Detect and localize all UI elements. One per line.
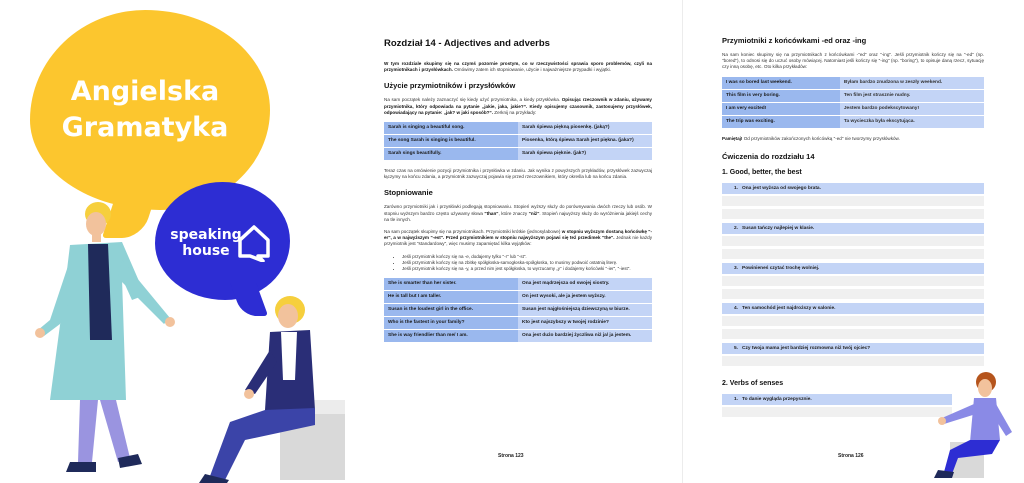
man-illustration — [30, 200, 180, 483]
table-cell-pl: On jest wysoki, ale ja jestem wyższy. — [518, 290, 652, 303]
table-row — [384, 303, 652, 316]
ed-ing-intro: Na sam koniec skupimy się na przymiotnikach z końcówkami -"ed" oraz "-ing". Jeśli przymiotnik kończy się na "-ed" (np. "bored"), to odnosi się do uczuć osoby mówiącej. Natomiast jeśli kończy się "-ing" (np. "boring"), to opisuje daną rzecz, sytuację czy inną osobę, etc. Oto kilka przykładów: — [722, 52, 984, 70]
list-item: • Jeśli przymiotnik kończy się na -e, dodajemy tylko "-r" lub "-st". — [402, 254, 652, 260]
exercise-item-number: 3. — [734, 265, 739, 271]
answer-field[interactable] — [722, 356, 984, 366]
usage-text-a: Na sam początek należy zaznaczyć się kiedy użyć przymiotnika, a kiedy przysłówka. — [384, 97, 562, 103]
table-cell-en: This film is very boring. — [722, 89, 840, 102]
chapter-intro — [384, 61, 652, 73]
chapter-title: Rozdział 14 - Adjectives and adverbs — [384, 38, 550, 49]
position-explanation: Teraz czas na omówienie pozycji przymiotnika i przysłówka w zdaniu. Jak wynika z powyższych przykładów, przysłówek zazwyczaj łączymy na końcu zdania, a przymiotnik zazwyczaj pojawia się przed rzeczownikiem, który określa lub na końcu zdania. — [384, 168, 652, 180]
list-item: • Jeśli przymiotnik kończy się na zbitkę spółgłoska-samogłoska-spółgłoska, to musimy podwoić ostatnią literę. — [402, 260, 652, 266]
table-cell-en: Sarah sings beautifully. — [384, 148, 518, 161]
table-row — [722, 115, 984, 128]
page-divider — [682, 0, 683, 483]
house-icon — [236, 222, 272, 262]
exercise-item-text: Powinieneś czytać trochę wolniej. — [742, 265, 820, 271]
table-cell-en: Susan is the loudest girl in the office. — [384, 303, 518, 316]
woman-illustration — [185, 290, 355, 483]
exercise-item — [722, 263, 984, 274]
table-row — [384, 148, 652, 161]
table-row — [384, 316, 652, 329]
remember-text: Od przymiotników zakończonych końcówką "-ed" nie tworzymy przysłówków. — [742, 135, 900, 141]
logo-line1: speaking — [170, 227, 242, 243]
chapter-intro-bold: W tym rozdziale skupimy się na czymś pozornie prostym, co w rzeczywistości sprawia sporo problemów, czyli na przymiotnikach i przysłówkach. — [384, 61, 652, 73]
exercise-item — [722, 343, 984, 354]
exercise-item-text: Susan tańczy najlepiej w klasie. — [742, 225, 815, 231]
examples-table-ed-ing — [722, 77, 984, 128]
table-cell-pl: Byłam bardzo znudzona w zeszły weekend. — [840, 77, 984, 90]
exercise-item — [722, 183, 984, 194]
page-number: Strona 123 — [498, 453, 524, 459]
table-cell-pl: Sarah śpiewa pięknie. (jak?) — [518, 148, 652, 161]
table-cell-en: Sarah is singing a beautiful song. — [384, 122, 518, 135]
comparison-p2-a: Na sam początek skupimy się na przymiotnikach. Przymiotniki krótkie (jednosylabowe) — [384, 229, 562, 235]
table-cell-pl: Ta wycieczka była ekscytująca. — [840, 115, 984, 128]
answer-field[interactable] — [722, 329, 984, 339]
table-cell-en: I was so bored last weekend. — [722, 77, 840, 90]
table-cell-pl: Ten film jest strasznie nudny. — [840, 89, 984, 102]
table-cell-pl: Susan jest najgłośniejszą dziewczyną w biurze. — [518, 303, 652, 316]
answer-field[interactable] — [722, 289, 984, 299]
usage-text-c: Zerknij na przykłady: — [493, 109, 537, 115]
exercise-2-list — [722, 394, 952, 417]
remember-note — [722, 136, 984, 142]
exercise-1-list — [722, 183, 984, 366]
exercise-item-number: 5. — [734, 345, 739, 351]
comparison-p1-niz: "niż" — [528, 210, 540, 216]
answer-field[interactable] — [722, 276, 984, 286]
brand-title-line1: Angielska — [70, 76, 220, 107]
exercise-item — [722, 394, 952, 405]
comparison-p2-c: Jednak nie każdy przymiotnik jest "standardowy", więc musimy zapamiętać kilka wyjątków: — [384, 235, 652, 247]
table-cell-en: She is way friendlier than me/ I am. — [384, 329, 518, 342]
comparison-paragraph-1 — [384, 204, 652, 223]
table-cell-pl: Sarah śpiewa piękną piosenkę. (jaką?) — [518, 122, 652, 135]
table-cell-pl: Ona jest mądrzejsza od swojej siostry. — [518, 278, 652, 291]
table-row — [384, 278, 652, 291]
exercise-item — [722, 303, 984, 314]
brand-title — [45, 74, 245, 146]
list-item: • Jeśli przymiotnik kończy się na -y, a przed nim jest spółgłoska, to wyrzucamy „y” i dodajemy końcówki "-ier", "-iest". — [402, 266, 652, 272]
exercise-item-number: 1. — [734, 185, 739, 191]
comparison-paragraph-2 — [384, 229, 652, 248]
exercise-item-text: Czy twoja mama jest bardziej rozmowna niż twój ojciec? — [742, 345, 871, 351]
remember-label: Pamiętaj! — [722, 135, 743, 141]
answer-field[interactable] — [722, 209, 984, 219]
examples-table-comparison — [384, 278, 652, 342]
table-cell-en: He is tall but I am taller. — [384, 290, 518, 303]
comparison-p1-b: , które znaczy — [498, 210, 529, 216]
section-usage-title: Użycie przymiotników i przysłówków — [384, 81, 516, 91]
table-cell-pl: Kto jest najszybszy w twojej rodzinie? — [518, 316, 652, 329]
exercise-item-text: Ten samochód jest najdroższy w salonie. — [742, 305, 836, 311]
brand-title-line2: Gramatyka — [61, 112, 229, 143]
answer-field[interactable] — [722, 407, 952, 417]
page-number: Strona 126 — [838, 453, 864, 459]
table-cell-en: The trip was exciting. — [722, 115, 840, 128]
table-cell-pl: Jestem bardzo podekscytowany! — [840, 102, 984, 115]
exceptions-list — [402, 254, 652, 272]
answer-field[interactable] — [722, 249, 984, 259]
exercise-1-title: 1. Good, better, the best — [722, 168, 802, 176]
brand-logo — [170, 227, 242, 259]
chapter-intro-rest: Omówimy zatem ich stopniowanie, użycie i najważniejsze przypadki i wyjątki. — [452, 67, 611, 73]
table-row — [722, 77, 984, 90]
exercise-item — [722, 223, 984, 234]
table-cell-en: The song Sarah is singing is beautiful. — [384, 135, 518, 148]
exercise-item-number: 4. — [734, 305, 739, 311]
exercise-item-text: To danie wygląda przepysznie. — [742, 396, 812, 402]
table-row — [722, 89, 984, 102]
table-cell-pl: Piosenka, którą śpiewa Sarah jest piękna. (jaka?) — [518, 135, 652, 148]
table-row — [384, 290, 652, 303]
logo-line2: house — [182, 243, 230, 259]
answer-field[interactable] — [722, 316, 984, 326]
table-row — [384, 329, 652, 342]
answer-field[interactable] — [722, 236, 984, 246]
comparison-p1-a: Zarówno przymiotniki jak i przysłówki podlegają stopniowaniu. Stopień wyższy służy do porównywania dwóch rzeczy lub osób. W stopniu wyższym bardzo często używamy słowa — [384, 204, 652, 216]
comparison-p2-b: w stopniu wyższym dostaną końcówkę "-er", a w najwyższym "-est". Przed przymiotnikiem w stopniu najwyższym pojawi się też przedimek "the". — [384, 229, 652, 241]
table-cell-en: Who is the fastest in your family? — [384, 316, 518, 329]
answer-field[interactable] — [722, 196, 984, 206]
exercise-item-text: Ona jest wyższa od swojego brata. — [742, 185, 821, 191]
examples-table-usage — [384, 122, 652, 160]
table-cell-en: She is smarter than her sister. — [384, 278, 518, 291]
comparison-p1-than: "than" — [484, 210, 499, 216]
boy-illustration — [930, 370, 1020, 480]
cover-illustration — [0, 0, 360, 483]
exercise-2-title: 2. Verbs of senses — [722, 379, 784, 387]
table-row — [722, 102, 984, 115]
exercise-item-number: 2. — [734, 225, 739, 231]
table-cell-pl: Ona jest dużo bardziej życzliwa niż ja/ ja jestem. — [518, 329, 652, 342]
table-row — [384, 122, 652, 135]
section-comparison-title: Stopniowanie — [384, 188, 433, 198]
section-usage-text — [384, 97, 652, 116]
table-row — [384, 135, 652, 148]
section-ed-ing-title: Przymiotniki z końcówkami -ed oraz -ing — [722, 36, 867, 45]
textbook-page-123 — [358, 0, 678, 483]
exercise-item-number: 1. — [734, 396, 739, 402]
comparison-p1-c: . Stopień najwyższy służy do wyróżnienia jakiejś cechy na tle innych. — [384, 210, 653, 222]
exercises-title: Ćwiczenia do rozdziału 14 — [722, 151, 815, 161]
usage-text-b: Opisując rzeczownik w zdaniu, używamy przymiotnika, który odpowiada na pytanie „jakie, jaka, jakie?”. Kiedy opisujemy czasownik, zastosujemy przysłówek, odpowiadający na pytanie: „jak? w jaki sposób?”. — [384, 97, 652, 115]
table-cell-en: I am very excited! — [722, 102, 840, 115]
